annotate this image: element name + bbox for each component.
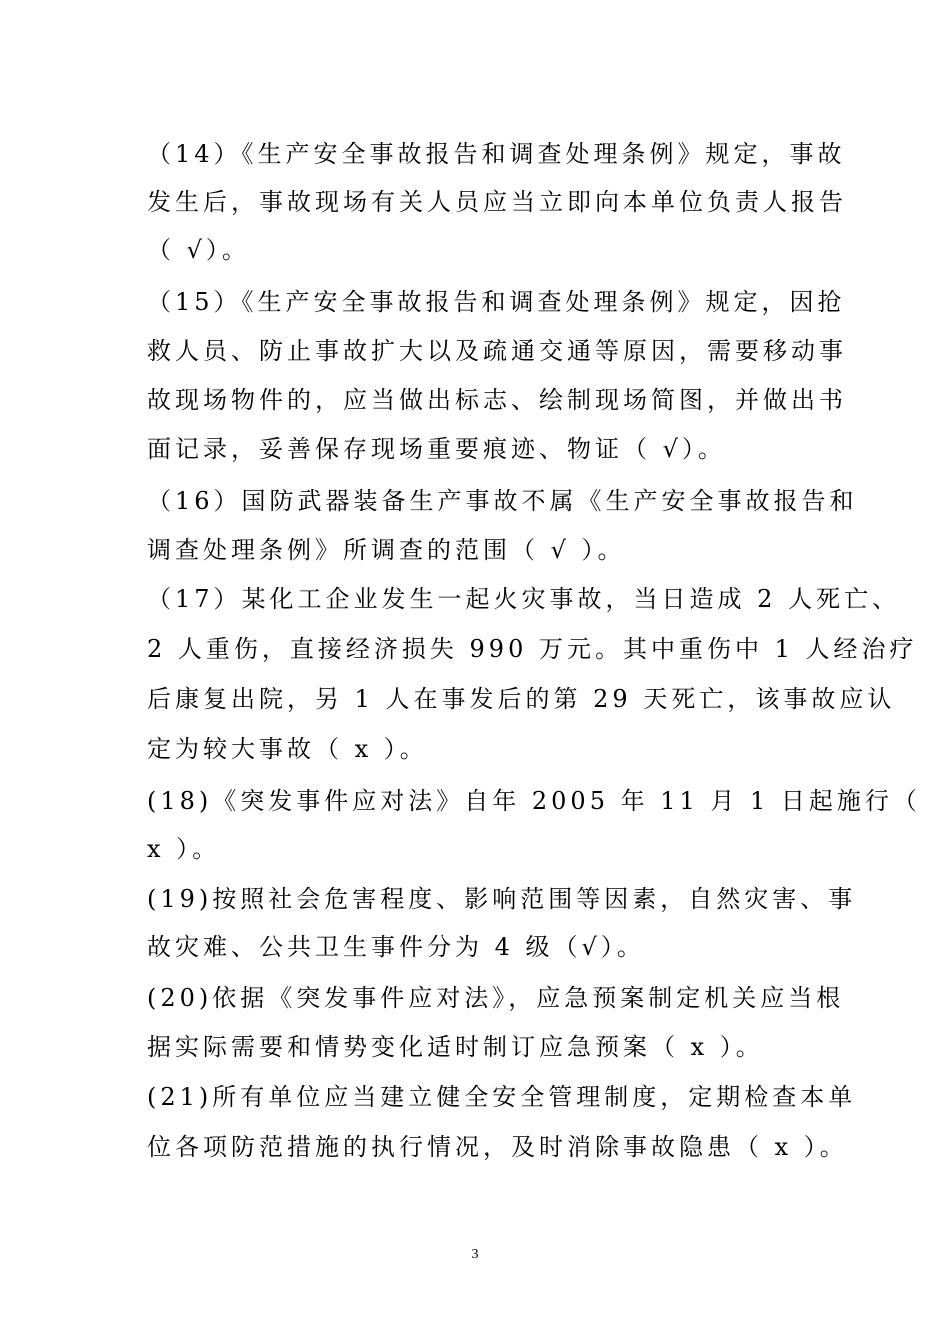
item-15-line-3: 故现场物件的，应当做出标志、绘制现场简图，并做出书 (147, 386, 847, 414)
item-20-line-2: 据实际需要和情势变化适时制订应急预案（ x ）。 (147, 1033, 764, 1061)
item-15-line-4: 面记录，妥善保存现场重要痕迹、物证（ √）。 (147, 435, 726, 463)
item-17-line-2: 2 人重伤，直接经济损失 990 万元。其中重伤中 1 人经治疗 (147, 635, 918, 663)
item-14-line-1: （14）《生产安全事故报告和调查处理条例》规定，事故 (147, 140, 846, 168)
item-21-line-1: (21)所有单位应当建立健全安全管理制度，定期检查本单 (147, 1083, 857, 1111)
item-18-line-1: (18)《突发事件应对法》自年 2005 年 11 月 1 日起施行（ (147, 787, 921, 815)
item-18-line-2: x ）。 (147, 835, 221, 863)
item-16-line-1: （16）国防武器装备生产事故不属《生产安全事故报告和 (147, 487, 858, 515)
item-20-line-1: (20)依据《突发事件应对法》，应急预案制定机关应当根 (147, 984, 845, 1012)
item-14-line-2: 发生后，事故现场有关人员应当立即向本单位负责人报告 (147, 188, 847, 216)
item-17-line-3: 后康复出院，另 1 人在事发后的第 29 天死亡，该事故应认 (147, 685, 896, 713)
item-17-line-1: （17）某化工企业发生一起火灾事故，当日造成 2 人死亡、 (147, 585, 901, 613)
item-17-line-4: 定为较大事故（ x ）。 (147, 735, 428, 763)
item-19-line-2: 故灾难、公共卫生事件分为 4 级（√）。 (147, 933, 645, 961)
item-16-line-2: 调查处理条例》所调查的范围（ √ ）。 (147, 536, 626, 564)
item-21-line-2: 位各项防范措施的执行情况，及时消除事故隐患（ x ）。 (147, 1133, 848, 1161)
page-number: 3 (471, 1247, 479, 1262)
item-15-line-1: （15）《生产安全事故报告和调查处理条例》规定，因抢 (147, 288, 846, 316)
item-15-line-2: 救人员、防止事故扩大以及疏通交通等原因，需要移动事 (147, 337, 847, 365)
item-19-line-1: (19)按照社会危害程度、影响范围等因素，自然灾害、事 (147, 885, 857, 913)
item-14-line-3: （ √）。 (147, 236, 250, 264)
